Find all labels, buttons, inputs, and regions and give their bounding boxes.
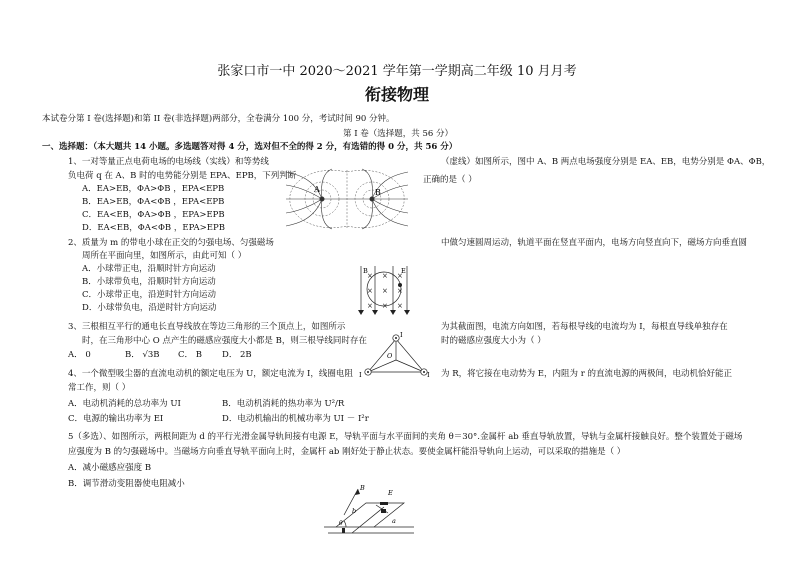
- q4-option-b: B．电动机消耗的热功率为 U²/R: [222, 399, 345, 409]
- q3-stem-c: 时，在三角形中心 O 点产生的磁感应强度大小都是 B，则三根导线同时存在: [82, 336, 367, 346]
- q1-option-b: B．EA>EB，ΦA<ΦB ，EPA<EPB: [82, 197, 225, 207]
- svg-text:×: ×: [382, 272, 388, 280]
- exam-subtitle: 衔接物理: [364, 85, 429, 104]
- q5-label-a: a: [392, 517, 396, 525]
- svg-text:×: ×: [397, 272, 403, 280]
- q1-stem-c: 负电荷 q 在 A、B 时的电势能分别是 EPA、EPB，下列判断: [68, 171, 297, 181]
- q5-option-a: A．减小磁感应强度 B: [68, 463, 152, 473]
- q3-stem-a: 3、三根相互平行的通电长直导线放在等边三角形的三个顶点上，如图所示: [68, 322, 346, 332]
- q3-label-right: I: [427, 371, 430, 379]
- q1-point-b: B: [375, 188, 381, 197]
- q5-stem-a: 5（多选）、如图所示，两根间距为 d 的平行光滑金属导轨间接有电源 E，导轨平面与水平面间的夹角 θ＝30°.金属杆 ab 垂直导轨放置，导轨与金属杆接触良好。整个装置处于磁场: [68, 432, 743, 442]
- exam-title: 张家口市一中 2020～2021 学年第一学期高二年级 10 月月考: [217, 64, 577, 79]
- section-heading: 第 I 卷（选择题，共 56 分）: [343, 129, 453, 139]
- q5-label-theta: θ: [339, 520, 343, 527]
- svg-text:×: ×: [397, 287, 403, 295]
- q2-label-e: E: [401, 267, 406, 275]
- q2-option-b: B．小球带负电，沿顺时针方向运动: [82, 277, 216, 287]
- q1-point-a: A: [314, 185, 320, 194]
- q5-label-b-rod: b: [352, 507, 357, 515]
- q5-stem-b: 应强度为 B 的匀强磁场中。当磁场方向垂直导轨平面向上时，金属杆 ab 刚好处于静止状态。要使金属杆能沿导轨向上运动，可以采取的措施是（ ）: [68, 447, 626, 457]
- section-instructions: 一、选择题：（本大题共 14 小题。多选题答对得 4 分，选对但不全的得 2 分，有选错的得 0 分，共 56 分）: [42, 142, 458, 152]
- q3-option-c: C． B: [178, 350, 202, 360]
- q5-label-b-field: B: [360, 484, 365, 492]
- q1-stem-a: 1、一对等量正点电荷电场的电场线（实线）和等势线: [68, 157, 269, 167]
- svg-text:×: ×: [367, 287, 373, 295]
- q3-label-left: I: [359, 371, 362, 379]
- q3-option-a: A． 0: [68, 350, 91, 360]
- q4-option-c: C．电源的输出功率为 EI: [68, 414, 164, 424]
- q3-option-d: D． 2B: [222, 350, 252, 360]
- q2-label-b: B: [363, 267, 368, 275]
- q2-option-c: C．小球带正电，沿逆时针方向运动: [82, 290, 217, 300]
- svg-text:×: ×: [397, 302, 403, 310]
- q2-stem-a: 2、质量为 m 的带电小球在正交的匀强电场、匀强磁场: [68, 238, 274, 248]
- q3-label-center: O: [387, 352, 393, 360]
- q5-rail-figure: [322, 483, 418, 543]
- q4-option-a: A．电动机消耗的总功率为 UI: [68, 399, 181, 409]
- q4-option-d: D．电动机输出的机械功率为 UI － I²r: [222, 414, 369, 424]
- q4-stem-a: 4、一个微型吸尘器的直流电动机的额定电压为 U，额定电流为 I，线圈电阻: [68, 369, 353, 379]
- q2-option-d: D．小球带负电，沿逆时针方向运动: [82, 303, 217, 313]
- svg-text:×: ×: [367, 302, 373, 310]
- q5-option-b: B．调节滑动变阻器使电阻减小: [68, 479, 185, 489]
- svg-text:×: ×: [382, 287, 388, 295]
- q1-option-d: D．EA<EB，ΦA<ΦB ，EPA>EPB: [82, 223, 225, 233]
- q3-stem-d: 时的磁感应强度大小为（ ）: [441, 336, 546, 346]
- q4-stem-b: 为 R，将它接在电动势为 E，内阻为 r 的直流电源的两极间，电动机恰好能正: [441, 369, 732, 379]
- svg-text:×: ×: [382, 302, 388, 310]
- q3-option-b: B． √3B: [125, 350, 160, 360]
- q3-label-top: I: [400, 331, 403, 339]
- intro-text: 本试卷分第 I 卷(选择题)和第 II 卷(非选择题)两部分，全卷满分 100 分，考试时间 90 分钟。: [42, 114, 395, 124]
- q4-stem-c: 常工作，则（ ）: [68, 383, 131, 393]
- q3-stem-b: 为其截面图，电流方向如图，若每根导线的电流均为 I，每根直导线单独存在: [441, 322, 728, 332]
- q1-stem-d: 正确的是（ ）: [423, 175, 477, 185]
- q2-option-a: A．小球带正电，沿顺时针方向运动: [82, 264, 216, 274]
- q3-wire-figure: [360, 332, 432, 378]
- q1-option-c: C．EA<EB，ΦA>ΦB ，EPA>EPB: [82, 210, 225, 220]
- q2-stem-b: 中做匀速圆周运动，轨道平面在竖直平面内，电场方向竖直向下，磁场方向垂直圆: [441, 238, 748, 248]
- q2-stem-c: 周所在平面向里，如图所示，由此可知（ ）: [82, 251, 247, 261]
- q5-label-e: E: [388, 489, 393, 497]
- q2-field-figure: [358, 264, 410, 316]
- svg-text:×: ×: [367, 272, 373, 280]
- q1-field-figure: [284, 168, 410, 230]
- q1-option-a: A．EA>EB，ΦA>ΦB ，EPA<EPB: [82, 184, 225, 194]
- q1-stem-b: （虚线）如图所示，图中 A、B 两点电场强度分别是 EA、EB，电势分别是 ΦA、ΦB，: [441, 157, 771, 167]
